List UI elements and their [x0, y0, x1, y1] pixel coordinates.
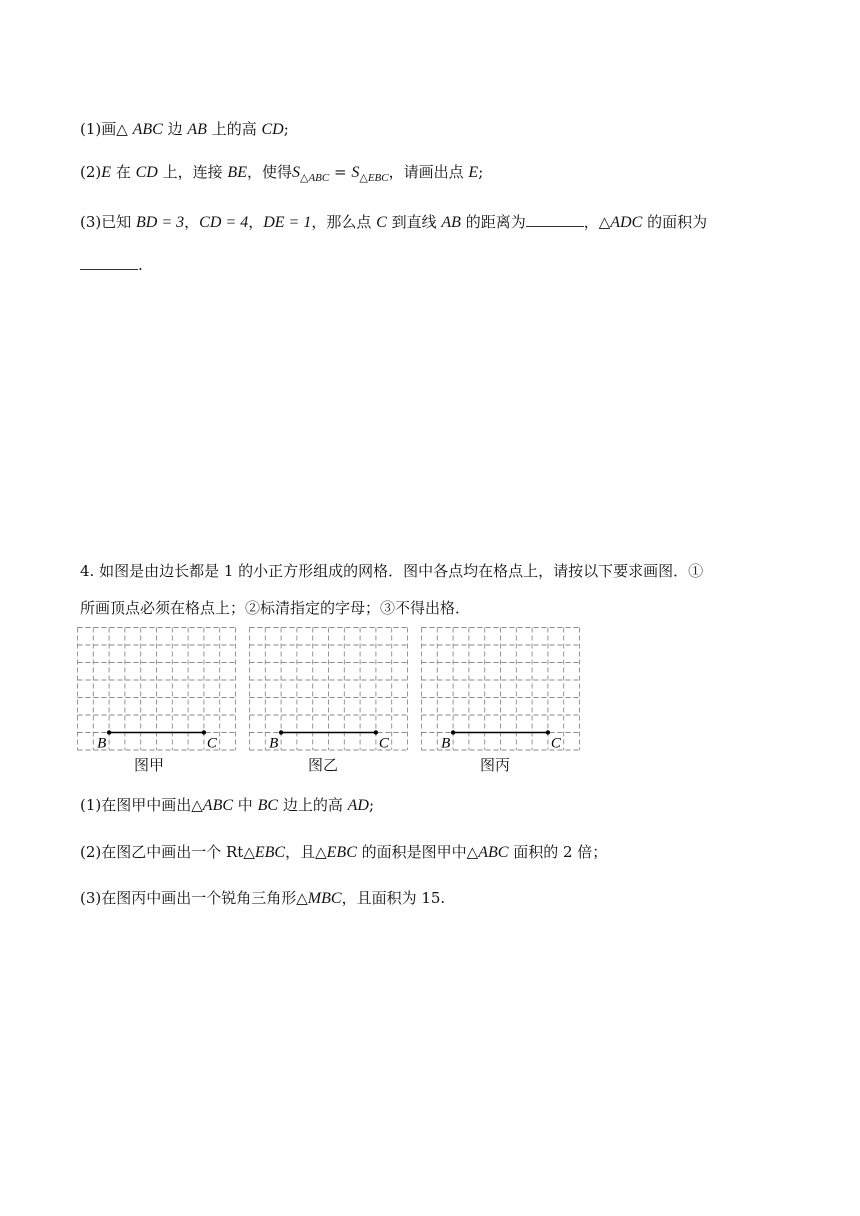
- problem-4-q2: (2)在图乙中画出一个 Rt△EBC，且△EBC 的面积是图甲中△ABC 面积的 2 倍；: [80, 843, 608, 861]
- question-3-line: [80, 212, 707, 233]
- grid-bing: [421, 627, 581, 752]
- point-b: [279, 730, 283, 734]
- problem-4-intro: 4. 如图是由边长都是 1 的小正方形组成的网格．图中各点均在格点上，请按以下要求画图．①: [80, 562, 704, 580]
- point-b: [451, 730, 455, 734]
- equals-sign: =: [334, 163, 347, 181]
- point-b: [107, 730, 111, 734]
- math-var: S: [291, 164, 300, 181]
- question-1-line: [80, 119, 289, 140]
- label-b: B: [97, 735, 107, 752]
- label-b: B: [441, 735, 451, 752]
- text: ;: [283, 120, 289, 138]
- math-var: CD: [135, 164, 158, 181]
- math-var: E: [101, 164, 112, 181]
- math-var: AD: [347, 797, 369, 814]
- math-var: ABC: [202, 797, 234, 814]
- text: ;: [478, 163, 484, 181]
- text: ，使得: [246, 163, 292, 181]
- math-var: AB: [187, 121, 207, 138]
- math-var: CD: [261, 121, 284, 138]
- caption-bing: 图丙: [479, 756, 510, 774]
- math-expr: CD = 4: [199, 214, 249, 231]
- text: 的面积为: [647, 213, 708, 231]
- text: .: [138, 256, 143, 274]
- text: ，: [184, 213, 200, 231]
- label-b: B: [269, 735, 279, 752]
- answer-blank[interactable]: [526, 212, 584, 227]
- point-c: [374, 730, 378, 734]
- grid-yi: [249, 627, 409, 752]
- grid-svg: [249, 627, 409, 752]
- point-c: [546, 730, 550, 734]
- question-2-line: [80, 162, 483, 189]
- label-c: C: [206, 735, 217, 752]
- math-var: AB: [441, 214, 461, 231]
- label-c: C: [378, 735, 389, 752]
- math-expr: BD = 3: [136, 214, 185, 231]
- problem-4-intro-cont: 所画顶点必须在格点上；②标清指定的字母；③不得出格．: [80, 599, 471, 617]
- math-var: EBC: [326, 844, 357, 861]
- text: 到直线: [391, 213, 437, 231]
- grid-svg: [421, 627, 581, 752]
- grid-jia: [77, 627, 237, 752]
- math-expr: DE = 1: [263, 214, 312, 231]
- grid-svg: [77, 627, 237, 752]
- math-var: ABC: [478, 844, 509, 861]
- caption-jia: 图甲: [133, 756, 164, 774]
- math-var: ABC: [132, 121, 163, 138]
- text: ，△: [583, 213, 611, 231]
- answer-blank[interactable]: [80, 255, 138, 270]
- math-var: E: [468, 164, 479, 181]
- text: (2): [80, 163, 102, 181]
- text: 上，连接: [162, 163, 223, 181]
- point-c: [202, 730, 206, 734]
- text: ，: [248, 213, 264, 231]
- problem-4-q1: (1)在图甲中画出△ABC 中 BC 边上的高 AD;: [80, 796, 375, 814]
- text: (1)画△: [80, 120, 128, 138]
- math-var: S: [351, 164, 360, 181]
- math-var: BC: [257, 797, 279, 814]
- text: 边: [167, 120, 183, 138]
- label-c: C: [550, 735, 561, 752]
- math-var: ADC: [610, 214, 643, 231]
- text: (3)已知: [80, 213, 132, 231]
- problem-4-q3: (3)在图丙中画出一个锐角三角形△MBC，且面积为 15.: [80, 889, 446, 907]
- text: 上的高: [211, 120, 257, 138]
- caption-yi: 图乙: [307, 756, 338, 774]
- math-var: C: [376, 214, 387, 231]
- text: ，请画出点: [388, 163, 464, 181]
- math-var: BE: [227, 164, 247, 181]
- text: ，那么点: [311, 213, 372, 231]
- subscript: △EBC: [359, 172, 389, 184]
- math-var: EBC: [254, 844, 286, 861]
- subscript: △ABC: [299, 172, 330, 184]
- text: 的距离为: [465, 213, 526, 231]
- math-var: MBC: [307, 890, 342, 907]
- text: 在: [115, 163, 131, 181]
- question-3-line-cont: [80, 255, 143, 275]
